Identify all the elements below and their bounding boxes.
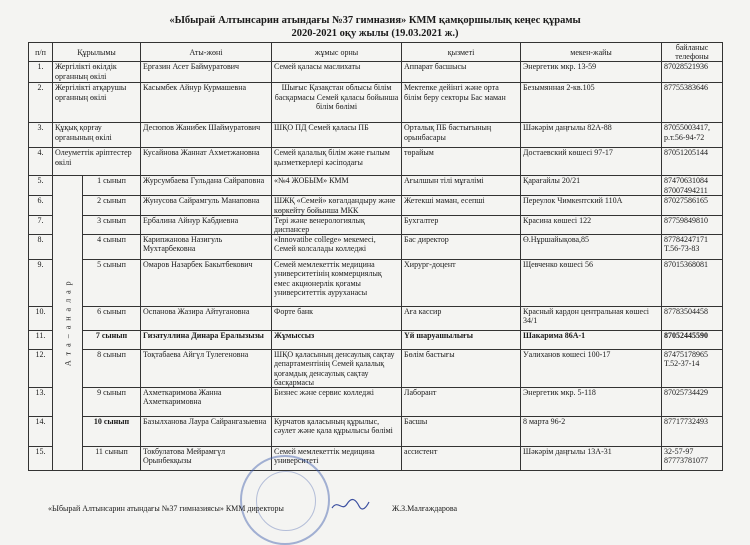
signature-icon [330, 497, 370, 513]
row-phone: 87028521936 [662, 62, 723, 83]
row-structure: Құқық қорғау органының өкілі [53, 123, 141, 148]
row-phone: 87783504458 [662, 307, 723, 331]
table-row [29, 176, 723, 196]
row-position: ассистент [402, 447, 521, 471]
row-workplace: Семей қаласы маслихаты [272, 62, 402, 83]
row-name: Ергазин Асет Баймуратович [141, 62, 272, 83]
table-row [29, 307, 723, 331]
row-name: Карипжанова Назигуль Мухтарбековна [141, 235, 272, 260]
row-name: Базылханова Лаура Сайрангазыевна [141, 417, 272, 447]
row-name: Гизатуллина Динара Ералызызы [141, 331, 272, 350]
header-phone: байланыс телефоны [662, 43, 723, 62]
official-stamp [240, 455, 330, 545]
row-number: 11. [29, 331, 53, 350]
row-number: 6. [29, 196, 53, 215]
table-row [29, 235, 723, 260]
document-subtitle: 2020-2021 оқу жылы (19.03.2021 ж.) [291, 28, 459, 39]
row-number: 10. [29, 307, 53, 331]
row-class: 5 сынып [83, 260, 141, 307]
footer-director: «Ыбырай Алтынсарин атындағы №37 гимназиясы» КММ директоры [48, 504, 284, 513]
row-name: Касымбек Айнур Курмашевна [141, 83, 272, 123]
table-row [29, 331, 723, 350]
header-number: п/п [29, 43, 53, 62]
row-phone: 87717732493 [662, 417, 723, 447]
row-workplace: Шығыс Қазақстан облысы білім басқармасы Семей қаласы бойынша білім бөлімі [272, 83, 402, 123]
table-row [29, 196, 723, 215]
row-position: Мектепке дейінгі және орта білім беру секторы Бас маман [402, 83, 521, 123]
table-row [29, 83, 723, 123]
parents-label-text: А т а – а н а л а р [62, 280, 72, 367]
row-name: Тоқтабаева Айгүл Тулегеновна [141, 350, 272, 388]
row-number: 13. [29, 388, 53, 417]
row-workplace: Форте банк [272, 307, 402, 331]
row-address: Уалиханов көшесі 100-17 [521, 350, 662, 388]
document-title: «Ыбырай Алтынсарин атындағы №37 гимназия» КММ қамқоршылық кеңес құрамы [169, 15, 581, 26]
row-class: 8 сынып [83, 350, 141, 388]
table-row [29, 123, 723, 148]
row-address: 8 марта 96-2 [521, 417, 662, 447]
row-position: төрайым [402, 148, 521, 176]
row-position: Үй шаруашылығы [402, 331, 521, 350]
row-address: Шәкәрім даңғылы 13А-31 [521, 447, 662, 471]
header-address: мекен-жайы [521, 43, 662, 62]
row-class: 4 сынып [83, 235, 141, 260]
row-position: Бухгалтер [402, 215, 521, 234]
row-workplace: ШҚО ПД Семей қаласы ПБ [272, 123, 402, 148]
row-name: Токбулатова Мейрамгүл Орынбекқызы [141, 447, 272, 471]
row-phone: 87052445590 [662, 331, 723, 350]
row-phone: 87759849810 [662, 215, 723, 234]
row-number: 9. [29, 260, 53, 307]
row-phone: 87755383646 [662, 83, 723, 123]
row-structure: Жергілікті атқарушы органның өкілі [53, 83, 141, 123]
row-name: Оспанова Жазира Айтугановна [141, 307, 272, 331]
row-phone: 87055003417, р.т.56-94-72 [662, 123, 723, 148]
row-number: 12. [29, 350, 53, 388]
table-row [29, 148, 723, 176]
row-name: Журсумбаева Гульдана Сайраповна [141, 176, 272, 196]
row-workplace: ШЖҚ «Семей» көгалдандыру және көркейту бойынша МКК [272, 196, 402, 215]
row-number: 1. [29, 62, 53, 83]
row-workplace: Семей мемлекеттік медицина университетінің коммерциялық емес акционерлік қоғамы университеттік ауруханасы [272, 260, 402, 307]
row-number: 2. [29, 83, 53, 123]
row-position: Аға кассир [402, 307, 521, 331]
row-phone: 87470631084 87007494211 [662, 176, 723, 196]
header-structure: Құрылымы [53, 43, 141, 62]
row-position: Ағылшын тілі мұғалімі [402, 176, 521, 196]
row-phone: 87475178965 Т.52-37-14 [662, 350, 723, 388]
header-name: Аты-жөні [141, 43, 272, 62]
row-address: Энергетик мкр. 5-118 [521, 388, 662, 417]
row-position: Орталық ПБ бастығының орынбасары [402, 123, 521, 148]
row-position: Лаборант [402, 388, 521, 417]
row-number: 3. [29, 123, 53, 148]
row-workplace: Жұмыссыз [272, 331, 402, 350]
row-position: Бөлім бастығы [402, 350, 521, 388]
row-class: 9 сынып [83, 388, 141, 417]
row-workplace: «Innovatibe college» мекемесі, Семей колсалады колледжі [272, 235, 402, 260]
row-position: Хирург-доцент [402, 260, 521, 307]
row-address: Красный кардон центральная көшесі 34/1 [521, 307, 662, 331]
row-number: 8. [29, 235, 53, 260]
row-address: Переулок Чимкентский 110А [521, 196, 662, 215]
row-name: Десюпов Жанибек Шаймуратович [141, 123, 272, 148]
row-class: 1 сынып [83, 176, 141, 196]
row-position: Жетекші маман, есепші [402, 196, 521, 215]
row-workplace: «№4 ЖОБЫМ» КММ [272, 176, 402, 196]
row-address: Ө.Нұршайықова,85 [521, 235, 662, 260]
council-table [28, 42, 723, 471]
row-name: Омаров Назарбек Бакытбекович [141, 260, 272, 307]
row-workplace: Курчатов қаласының құрылыс, сәулет және қала құрылысы бөлімі [272, 417, 402, 447]
table-row [29, 417, 723, 447]
row-address: Щевченко көшесі 56 [521, 260, 662, 307]
row-number: 5. [29, 176, 53, 196]
parents-label [53, 176, 83, 471]
row-address: Энергетик мкр. 13-59 [521, 62, 662, 83]
row-workplace: Семей мемлекеттік медицина университеті [272, 447, 402, 471]
row-number: 15. [29, 447, 53, 471]
row-class: 3 сынып [83, 215, 141, 234]
row-address: Қарағайлы 20/21 [521, 176, 662, 196]
row-phone: 87015368081 [662, 260, 723, 307]
row-phone: 87051205144 [662, 148, 723, 176]
row-name: Ахметкаримова Жанна Ахметкаримовна [141, 388, 272, 417]
row-name: Ербалина Айнур Кабдиевна [141, 215, 272, 234]
row-phone: 87025734429 [662, 388, 723, 417]
row-phone: 87027586165 [662, 196, 723, 215]
table-row [29, 62, 723, 83]
row-class: 11 сынып [83, 447, 141, 471]
row-number: 14. [29, 417, 53, 447]
row-address: Шәкәрім даңғылы 82А-88 [521, 123, 662, 148]
row-class: 6 сынып [83, 307, 141, 331]
row-structure: Жергілікті өкілдік органның өкілі [53, 62, 141, 83]
row-address: Безымянная 2-кв.105 [521, 83, 662, 123]
row-address: Достаевский көшесі 97-17 [521, 148, 662, 176]
table-row [29, 215, 723, 234]
header-workplace: жұмыс орны [272, 43, 402, 62]
header-position: қызметі [402, 43, 521, 62]
table-row [29, 447, 723, 471]
table-row [29, 388, 723, 417]
row-name: Жунусова Сайрамгуль Манаповна [141, 196, 272, 215]
row-address: Красина көшесі 122 [521, 215, 662, 234]
table-row [29, 350, 723, 388]
row-class: 10 сынып [83, 417, 141, 447]
row-position: Бас директор [402, 235, 521, 260]
row-workplace: Тері және венерологиялық диспансер [272, 215, 402, 234]
table-row [29, 260, 723, 307]
row-position: Аппарат басшысы [402, 62, 521, 83]
row-phone: 87784247171 Т.56-73-83 [662, 235, 723, 260]
row-workplace: ШҚО қаласының денсаулық сақтау департаментінің Семей қалалық қоғамдық денсаулық сақтау басқармасы [272, 350, 402, 388]
row-workplace: Семей қалалық білім және ғылым қызметкерлері кәсіподағы [272, 148, 402, 176]
footer-signatory-name: Ж.З.Малғаждарова [392, 504, 458, 513]
row-class: 7 сынып [83, 331, 141, 350]
official-stamp-inner [256, 471, 316, 531]
row-position: Басшы [402, 417, 521, 447]
row-structure: Олеуметтік әріптестер өкілі [53, 148, 141, 176]
row-address: Шакарима 86А-1 [521, 331, 662, 350]
row-number: 4. [29, 148, 53, 176]
table-header-row [29, 43, 723, 62]
row-phone: 32-57-97 87773781077 [662, 447, 723, 471]
row-name: Кусайнова Жаннат Ахметжановна [141, 148, 272, 176]
row-workplace: Бизнес және сервис колледжі [272, 388, 402, 417]
row-class: 2 сынып [83, 196, 141, 215]
row-number: 7. [29, 215, 53, 234]
